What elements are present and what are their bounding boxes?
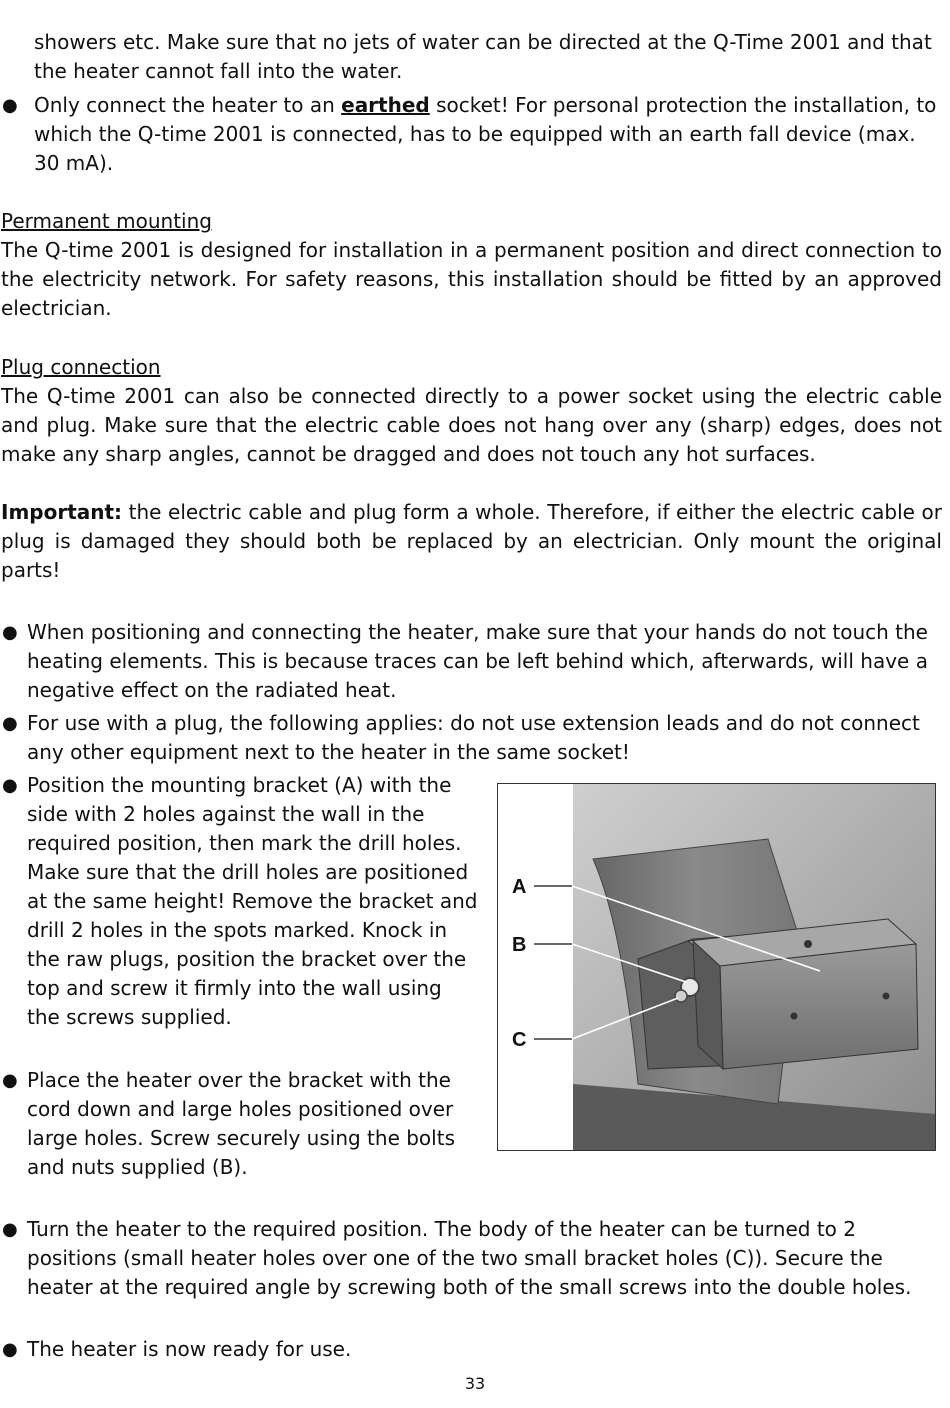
label-b: B bbox=[512, 934, 527, 956]
earthed-text-pre: Only connect the heater to an bbox=[34, 93, 342, 117]
bullet-hands: When positioning and connecting the heater, make sure that your hands do not touch the heating elements. This is because traces can be left behind which, afterwards, will have a negative effect on the radiated heat. bbox=[27, 620, 928, 702]
bullet-ready: The heater is now ready for use. bbox=[27, 1337, 352, 1361]
permanent-mounting-heading: Permanent mounting bbox=[1, 209, 212, 233]
bullet-turn-heater: Turn the heater to the required position. The body of the heater can be turned to 2 positions (small heater holes over one of the two small bracket holes (C)). Secure the heater at the required angle by screwing both of the small screws into the double holes. bbox=[27, 1217, 912, 1299]
important-text: the electric cable and plug form a whole. Therefore, if either the electric cable or plug is damaged they should both be replaced by an electrician. Only mount the original parts! bbox=[1, 500, 942, 582]
earthed-emphasis: earthed bbox=[341, 93, 430, 117]
bullet-dot: ● bbox=[2, 713, 18, 734]
label-c: C bbox=[512, 1029, 527, 1051]
earthed-text-post: socket! For personal protection the installation, to which the Q-time 2001 is connected, has to be equipped with an earth fall device (max. 30 mA). bbox=[34, 93, 937, 175]
bullet-plug-use: For use with a plug, the following applies: do not use extension leads and do not connect any other equipment next to the heater in the same socket! bbox=[27, 711, 920, 764]
plug-connection-text: The Q-time 2001 can also be connected directly to a power socket using the electric cable and plug. Make sure that the electric cable does not hang over any (sharp) edges, does not make any sharp angles, cannot be dragged and does not touch any hot surfaces. bbox=[1, 384, 942, 466]
label-a: A bbox=[512, 876, 527, 898]
bullet-dot: ● bbox=[2, 1070, 18, 1091]
bullet-dot: ● bbox=[2, 1219, 18, 1240]
bullet-dot: ● bbox=[2, 775, 18, 796]
bracket-top-hole bbox=[804, 940, 812, 948]
intro-continuation: showers etc. Make sure that no jets of water can be directed at the Q-Time 2001 and that the heater cannot fall into the water. bbox=[34, 30, 932, 83]
bullet-mounting-bracket: Position the mounting bracket (A) with the side with 2 holes against the wall in the required position, then mark the drill holes. Make sure that the drill holes are positioned at the same height! Remove the bracket and drill 2 holes in the spots marked. Knock in the raw plugs, position the bracket over the top and screw it firmly into the wall using the screws supplied. bbox=[27, 773, 478, 1029]
mounting-bracket-figure bbox=[497, 783, 936, 1151]
plug-connection-heading: Plug connection bbox=[1, 355, 161, 379]
important-label: Important: bbox=[1, 500, 123, 524]
bracket-front-face bbox=[720, 944, 918, 1069]
bracket-illustration bbox=[498, 784, 935, 1150]
important-note bbox=[1, 498, 942, 585]
bullet-place-heater: Place the heater over the bracket with the cord down and large holes positioned over large holes. Screw securely using the bolts and nuts supplied (B). bbox=[27, 1068, 455, 1179]
nut bbox=[675, 990, 687, 1002]
bullet-dot: ● bbox=[2, 95, 18, 116]
earthed-socket-bullet bbox=[34, 91, 942, 178]
small-bracket-hole bbox=[883, 993, 890, 1000]
page-number: 33 bbox=[464, 1374, 486, 1393]
small-bracket-hole bbox=[791, 1013, 798, 1020]
permanent-mounting-text: The Q-time 2001 is designed for installation in a permanent position and direct connection to the electricity network. For safety reasons, this installation should be fitted by an approved electrician. bbox=[1, 238, 942, 320]
bullet-dot: ● bbox=[2, 1339, 18, 1360]
bullet-dot: ● bbox=[2, 622, 18, 643]
